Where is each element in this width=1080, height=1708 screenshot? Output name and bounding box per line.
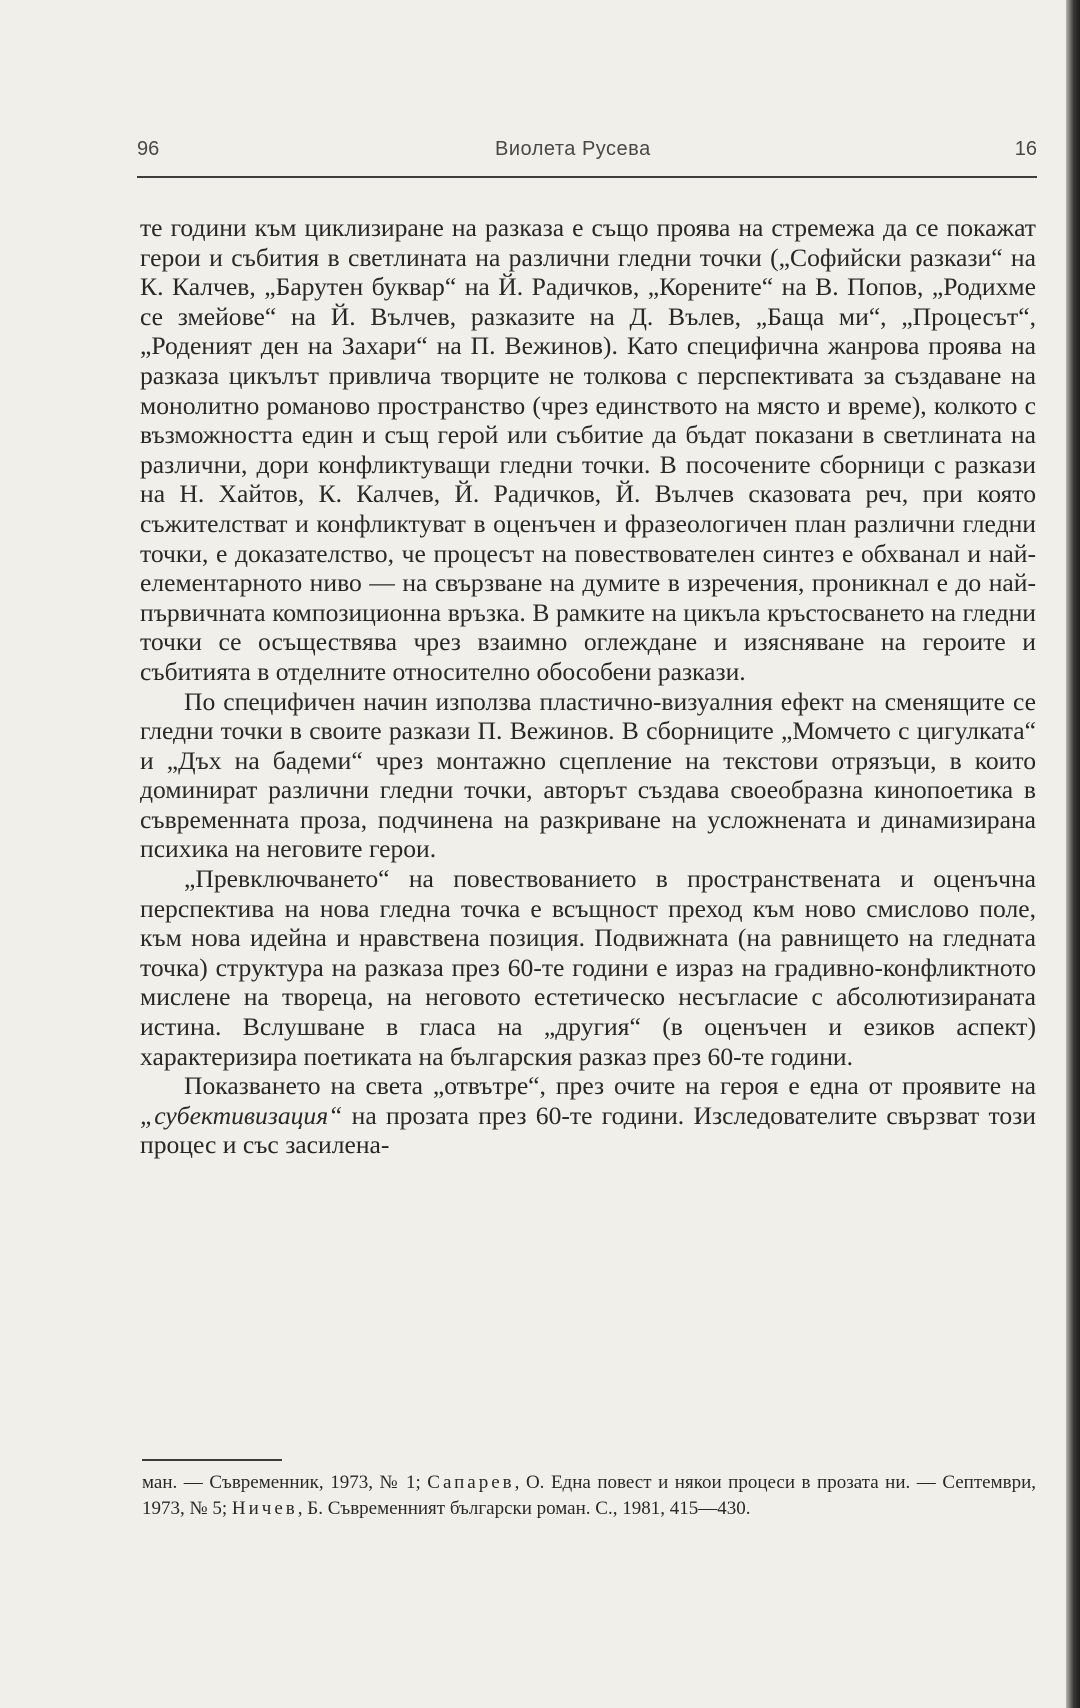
running-head-author: Виолета Русева bbox=[495, 138, 651, 160]
paragraph-4-start: Показването на света „отвътре“, през очите на героя е една от проявите на bbox=[184, 1071, 1036, 1101]
page-number-right: 16 bbox=[1014, 138, 1037, 160]
paragraph-1: те години към циклизиране на разказа е също проява на стремежа да се покажат герои и събития в светлината на различни гледни точки („Софийски разкази“ на К. Калчев, „Барутен буквар“ на Й. Радичков, „Корените“ на В. Попов, „Родихме се змейове“ на Й. Вълчев, разказите на Д. Вълев, „Баща ми“, „Процесът“, „Роденият ден на Захари“ на П. Вежинов). Като специфична жанрова проява на разказа цикълът привлича творците не толкова с перспективата за създаване на монолитно романово пространство (чрез единството на място и време), колкото с възможността един и същ герой или събитие да бъдат показани в светлината на различни, дори конфликтуващи гледни точки. В посочените сборници с разкази на Н. Хайтов, К. Калчев, Й. Радичков, Й. Вълчев сказовата реч, при която съжителстват и конфликтуват в оценъчен и фразеологичен план различни гледни точки, е доказателство, че процесът на повествователен синтез е обхванал и най-елементарното ниво — на свързване на думите в изречения, проникнал е до най-първичната композиционна връзка. В рамките на цикъла кръстосването на гледни точки се осъществява чрез взаимно оглеждане и изясняване на героите и събитията в отделните относително обособени разкази. bbox=[140, 213, 1036, 686]
italic-term: „субективизация“ bbox=[140, 1100, 343, 1130]
page-edge bbox=[1066, 0, 1080, 1708]
page-number-left: 96 bbox=[137, 138, 160, 160]
footnote-part-1: ман. — Съвременник, 1973, № 1; bbox=[142, 1472, 428, 1493]
footnote-author-1: Сапарев bbox=[427, 1472, 515, 1493]
footnote-rule bbox=[142, 1459, 282, 1461]
footnote-part-2: , О. Една повест и някои процеси в прозата ни. — Септември, 1973, № 5; bbox=[142, 1472, 1036, 1519]
body-text bbox=[140, 213, 1036, 1160]
paragraph-2: По специфичен начин използва пластично-визуалния ефект на сменящите се гледни точки в своите разкази П. Вежинов. В сборниците „Момчето с цигулката“ и „Дъх на бадеми“ чрез монтажно сцепление на текстови отрязъци, в които доминират различни гледни точки, авторът създава своеобразна кинопоетика в съвременната проза, подчинена на разкриване на усложнената и динамизирана психика на неговите герои. bbox=[140, 686, 1036, 864]
paragraph-4 bbox=[140, 1071, 1036, 1160]
header-rule bbox=[137, 176, 1037, 178]
footnote-part-3: , Б. Съвременният български роман. С., 1981, 415—430. bbox=[297, 1498, 751, 1519]
paragraph-4-end: на прозата през 60-те години. Изследователите свързват този процес и със засилена- bbox=[140, 1100, 1036, 1160]
paragraph-3: „Превключването“ на повествованието в пространствената и оценъчна перспектива на нова гледна точка е всъщност преход към ново смислово поле, към нова идейна и нравствена позиция. Подвижната (на равнището на гледната точка) структура на разказа през 60-те години е израз на градивно-конфликтното мислене на твореца, на неговото естетическо несъгласие с абсолютизираната истина. Вслушване в гласа на „другия“ (в оценъчен и езиков аспект) характеризира поетиката на българския разказ през 60-те години. bbox=[140, 864, 1036, 1071]
footnote bbox=[142, 1470, 1036, 1522]
running-head bbox=[137, 138, 1037, 170]
footnote-author-2: Ничев bbox=[231, 1498, 298, 1519]
